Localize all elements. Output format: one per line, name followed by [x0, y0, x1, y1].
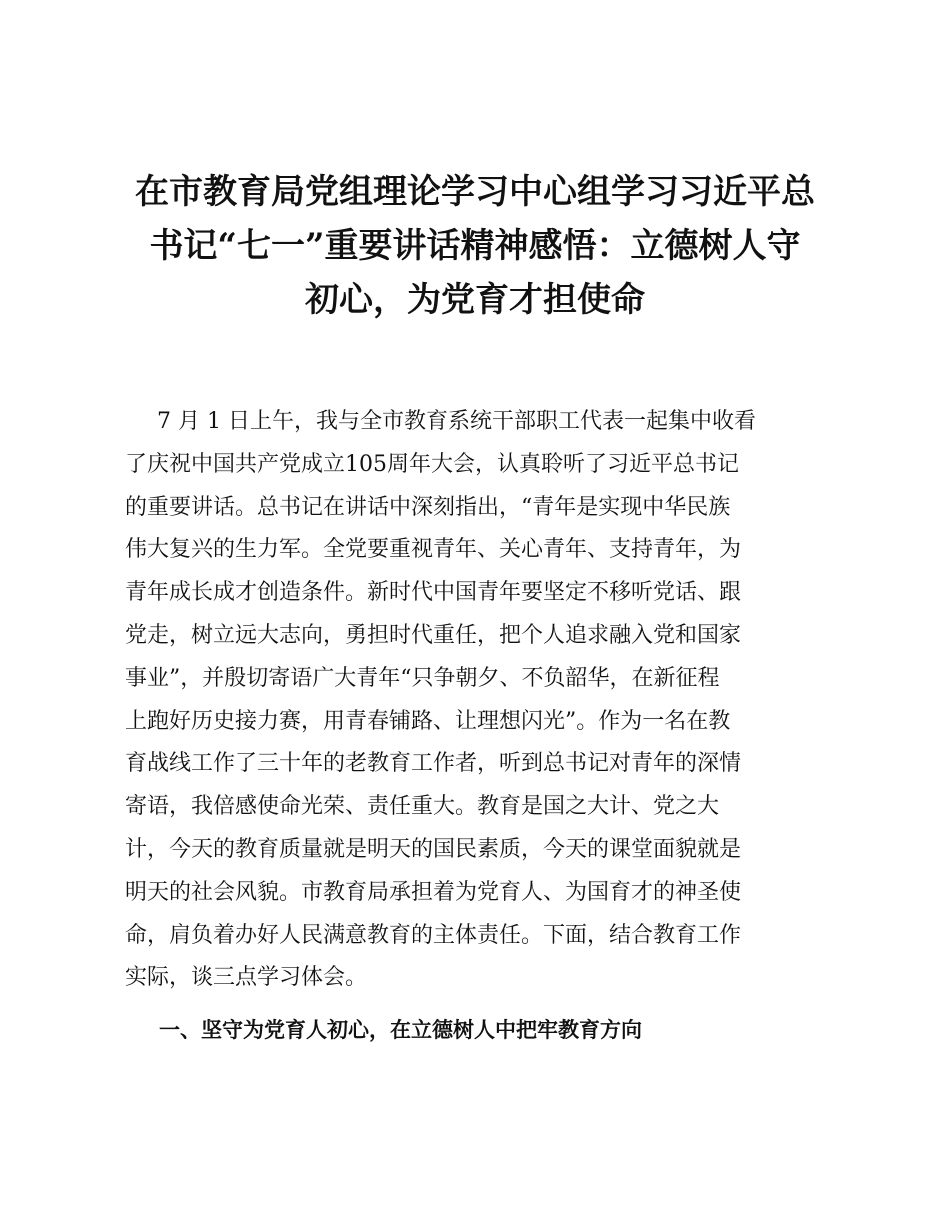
- paragraph-line: 党走，树立远大志向，勇担时代重任，把个人追求融入党和国家: [125, 622, 742, 648]
- title-line: 在市教育局党组理论学习中心组学习习近平总: [135, 172, 815, 212]
- paragraph-line: 计，今天的教育质量就是明天的国民素质，今天的课堂面貌就是: [125, 836, 742, 862]
- paragraph-line: 事业”，并殷切寄语广大青年“只争朝夕、不负韶华，在新征程: [125, 665, 720, 691]
- paragraph-line: 7 月 1 日上午，我与全市教育系统干部职工代表一起集中收看: [157, 409, 756, 434]
- paragraph-line: 的重要讲话。总书记在讲话中深刻指出，“青年是实现中华民族: [125, 494, 731, 520]
- document-title: [125, 165, 825, 327]
- paragraph-line: 寄语，我倍感使命光荣、责任重大。教育是国之大计、党之大: [125, 794, 720, 820]
- paragraph-line: 育战线工作了三十年的老教育工作者，听到总书记对青年的深情: [125, 751, 742, 777]
- paragraph-line: 明天的社会风貌。市教育局承担着为党育人、为国育才的神圣使: [125, 879, 742, 905]
- paragraph-line: 实际，谈三点学习体会。: [125, 965, 368, 991]
- paragraph-line: 命，肩负着办好人民满意教育的主体责任。下面，结合教育工作: [125, 922, 742, 948]
- paragraph-line: 青年成长成才创造条件。新时代中国青年要坚定不移听党话、跟: [125, 580, 742, 606]
- paragraph-line: 伟大复兴的生力军。全党要重视青年、关心青年、支持青年，为: [125, 537, 742, 563]
- section-heading: 一、坚守为党育人初心，在立德树人中把牢教育方向: [159, 1018, 642, 1042]
- body-paragraph: [125, 401, 825, 1000]
- paragraph-line: 了庆祝中国共产党成立105周年大会，认真聆听了习近平总书记: [125, 451, 739, 477]
- paragraph-line: 上跑好历史接力赛，用青春铺路、让理想闪光”。作为一名在教: [125, 708, 731, 734]
- title-line: 书记“七一”重要讲话精神感悟：立德树人守: [149, 226, 801, 266]
- title-line: 初心，为党育才担使命: [305, 280, 645, 320]
